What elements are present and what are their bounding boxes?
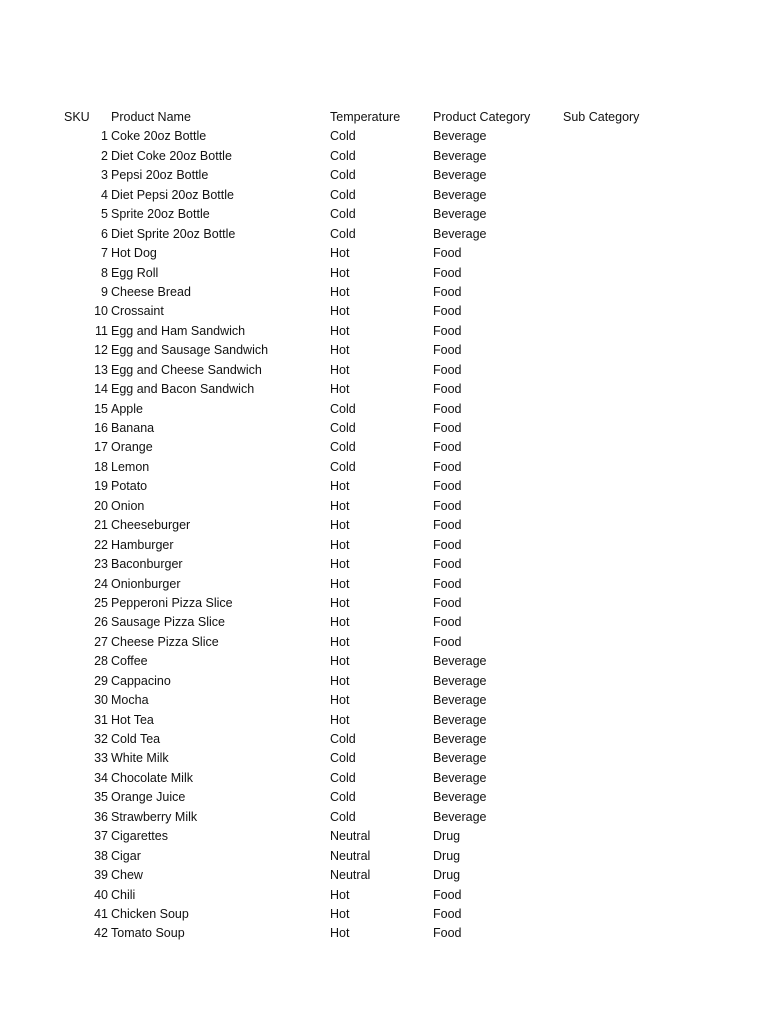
cell-product-category: Beverage: [433, 732, 487, 746]
cell-product-category: Drug: [433, 848, 461, 863]
product-table: [0, 108, 768, 944]
cell-sku: 31: [94, 712, 108, 727]
cell-product-name: Chicken Soup: [111, 906, 189, 921]
cell-product-name: Egg and Sausage Sandwich: [111, 343, 269, 358]
header-temperature: Temperature: [330, 110, 401, 124]
cell-temperature: Hot: [330, 246, 350, 261]
cell-product-category: Beverage: [433, 751, 487, 766]
cell-product-name: Orange Juice: [111, 790, 186, 805]
cell-temperature: Neutral: [330, 868, 371, 883]
cell-sku: 16: [94, 421, 108, 435]
cell-temperature: Cold: [330, 129, 356, 144]
cell-product-category: Food: [433, 265, 462, 280]
cell-temperature: Hot: [330, 712, 350, 727]
cell-sku: 36: [94, 809, 108, 824]
table-row: [0, 672, 768, 691]
cell-sku: 3: [101, 168, 108, 183]
cell-product-category: Food: [433, 518, 462, 533]
cell-product-category: Food: [433, 421, 462, 435]
cell-sku: 34: [94, 770, 108, 785]
cell-product-name: Cold Tea: [111, 732, 161, 746]
cell-product-name: Baconburger: [111, 557, 183, 572]
table-row: [0, 380, 768, 399]
table-row: [0, 477, 768, 496]
header-product-name: Product Name: [111, 110, 191, 124]
cell-sku: 4: [101, 187, 108, 202]
cell-product-name: Tomato Soup: [111, 926, 185, 941]
table-row: [0, 225, 768, 244]
cell-product-name: Diet Pepsi 20oz Bottle: [111, 187, 234, 202]
header-sku: SKU: [64, 110, 90, 124]
cell-product-name: Cappacino: [111, 673, 171, 688]
cell-temperature: Hot: [330, 343, 350, 358]
cell-temperature: Cold: [330, 440, 356, 455]
cell-sku: 19: [94, 479, 108, 494]
cell-product-category: Food: [433, 615, 462, 630]
cell-sku: 24: [94, 576, 108, 591]
table-row: [0, 147, 768, 166]
cell-temperature: Hot: [330, 634, 350, 649]
cell-product-name: Pepsi 20oz Bottle: [111, 168, 209, 183]
table-row: [0, 613, 768, 632]
table-row: [0, 594, 768, 613]
table-row: [0, 866, 768, 885]
cell-temperature: Hot: [330, 576, 350, 591]
cell-product-category: Food: [433, 926, 462, 941]
cell-temperature: Cold: [330, 459, 356, 474]
cell-temperature: Hot: [330, 615, 350, 630]
cell-temperature: Hot: [330, 479, 350, 494]
table-row: [0, 264, 768, 283]
cell-sku: 1: [101, 129, 108, 144]
table-row: [0, 924, 768, 943]
cell-product-category: Food: [433, 246, 462, 261]
cell-temperature: Hot: [330, 382, 350, 397]
cell-sku: 23: [94, 557, 108, 572]
table-row: [0, 205, 768, 224]
cell-product-category: Food: [433, 343, 462, 358]
cell-sku: 33: [94, 751, 108, 766]
table-row: [0, 652, 768, 671]
cell-product-category: Food: [433, 634, 462, 649]
cell-temperature: Hot: [330, 693, 350, 708]
cell-temperature: Cold: [330, 226, 356, 241]
cell-temperature: Cold: [330, 207, 356, 222]
cell-temperature: Cold: [330, 401, 356, 416]
cell-sku: 17: [94, 440, 108, 455]
cell-sku: 11: [95, 323, 108, 338]
cell-product-name: Orange: [111, 440, 153, 455]
cell-sku: 40: [94, 887, 108, 902]
cell-product-category: Food: [433, 576, 462, 591]
cell-product-name: Chili: [111, 887, 136, 902]
cell-product-name: Banana: [111, 421, 155, 435]
cell-sku: 26: [94, 615, 108, 630]
table-row: [0, 438, 768, 457]
header-row: [0, 108, 768, 127]
cell-product-name: Strawberry Milk: [111, 809, 198, 824]
table-row: [0, 808, 768, 827]
cell-sku: 5: [101, 207, 108, 222]
cell-product-category: Food: [433, 557, 462, 572]
cell-sku: 10: [94, 304, 108, 319]
cell-temperature: Hot: [330, 926, 350, 941]
cell-sku: 14: [94, 382, 108, 397]
cell-product-category: Beverage: [433, 168, 487, 183]
cell-product-name: Crossaint: [111, 304, 164, 319]
cell-product-name: Apple: [111, 401, 143, 416]
cell-sku: 35: [94, 790, 108, 805]
cell-temperature: Cold: [330, 168, 356, 183]
table-row: [0, 341, 768, 360]
cell-temperature: Cold: [330, 732, 356, 746]
cell-temperature: Cold: [330, 809, 356, 824]
cell-sku: 20: [94, 498, 108, 513]
cell-temperature: Hot: [330, 323, 350, 338]
cell-product-name: Cigar: [111, 848, 141, 863]
cell-product-category: Food: [433, 362, 462, 377]
cell-sku: 32: [94, 732, 108, 746]
cell-product-name: Lemon: [111, 459, 150, 474]
cell-product-name: Diet Coke 20oz Bottle: [111, 148, 232, 163]
cell-sku: 41: [94, 906, 108, 921]
table-body: [0, 127, 768, 943]
table-row: [0, 186, 768, 205]
table-row: [0, 711, 768, 730]
cell-product-name: Egg and Cheese Sandwich: [111, 362, 262, 377]
table-row: [0, 886, 768, 905]
cell-product-category: Food: [433, 440, 462, 455]
cell-product-category: Beverage: [433, 790, 487, 805]
cell-product-name: Chocolate Milk: [111, 770, 193, 785]
cell-sku: 22: [94, 537, 108, 552]
cell-temperature: Cold: [330, 187, 356, 202]
cell-product-category: Food: [433, 284, 462, 299]
table-row: [0, 497, 768, 516]
cell-product-name: Onionburger: [111, 576, 181, 591]
cell-sku: 7: [101, 246, 108, 261]
cell-temperature: Cold: [330, 751, 356, 766]
cell-product-name: Cheese Bread: [111, 284, 191, 299]
cell-product-name: Hot Dog: [111, 246, 157, 261]
table-row: [0, 361, 768, 380]
table-row: [0, 322, 768, 341]
cell-product-category: Beverage: [433, 693, 487, 708]
table-row: [0, 905, 768, 924]
cell-sku: 12: [94, 343, 108, 358]
table-row: [0, 166, 768, 185]
cell-sku: 37: [94, 829, 108, 844]
cell-temperature: Hot: [330, 654, 350, 669]
table-row: [0, 691, 768, 710]
cell-product-category: Food: [433, 887, 462, 902]
cell-product-name: Potato: [111, 479, 148, 494]
cell-product-name: Onion: [111, 498, 145, 513]
cell-temperature: Hot: [330, 887, 350, 902]
cell-product-category: Food: [433, 382, 462, 397]
cell-temperature: Hot: [330, 265, 350, 280]
cell-product-name: Chew: [111, 868, 143, 883]
table-row: [0, 788, 768, 807]
cell-sku: 38: [94, 848, 108, 863]
table-row: [0, 536, 768, 555]
table-row: [0, 633, 768, 652]
cell-temperature: Hot: [330, 537, 350, 552]
cell-product-category: Beverage: [433, 207, 487, 222]
cell-sku: 8: [101, 265, 108, 280]
cell-sku: 29: [94, 673, 108, 688]
cell-sku: 9: [101, 284, 108, 299]
cell-product-name: Egg Roll: [111, 265, 159, 280]
table-row: [0, 400, 768, 419]
cell-sku: 25: [94, 595, 108, 610]
cell-temperature: Neutral: [330, 829, 371, 844]
cell-product-category: Food: [433, 537, 462, 552]
table-row: [0, 769, 768, 788]
cell-product-name: Hamburger: [111, 537, 174, 552]
cell-sku: 39: [94, 868, 108, 883]
cell-temperature: Cold: [330, 148, 356, 163]
cell-product-category: Beverage: [433, 770, 487, 785]
table-row: [0, 847, 768, 866]
cell-product-name: Cheese Pizza Slice: [111, 634, 219, 649]
cell-product-category: Food: [433, 304, 462, 319]
cell-product-category: Beverage: [433, 673, 487, 688]
cell-product-category: Food: [433, 479, 462, 494]
cell-product-category: Beverage: [433, 654, 487, 669]
cell-sku: 15: [94, 401, 108, 416]
cell-product-category: Beverage: [433, 129, 487, 144]
cell-product-category: Food: [433, 459, 462, 474]
table-row: [0, 827, 768, 846]
cell-sku: 21: [94, 518, 108, 533]
cell-product-name: White Milk: [111, 751, 169, 766]
cell-product-category: Beverage: [433, 809, 487, 824]
table-row: [0, 749, 768, 768]
cell-sku: 30: [94, 693, 108, 708]
cell-product-name: Sprite 20oz Bottle: [111, 207, 210, 222]
cell-product-name: Cigarettes: [111, 829, 168, 844]
table-row: [0, 127, 768, 146]
cell-sku: 13: [94, 362, 108, 377]
table-row: [0, 302, 768, 321]
cell-product-name: Sausage Pizza Slice: [111, 615, 225, 630]
cell-product-category: Food: [433, 595, 462, 610]
table-row: [0, 419, 768, 438]
cell-temperature: Neutral: [330, 848, 371, 863]
cell-sku: 28: [94, 654, 108, 669]
cell-product-name: Egg and Bacon Sandwich: [111, 382, 255, 397]
cell-product-name: Coke 20oz Bottle: [111, 129, 207, 144]
cell-temperature: Hot: [330, 518, 350, 533]
cell-temperature: Hot: [330, 362, 350, 377]
cell-product-category: Beverage: [433, 226, 487, 241]
cell-temperature: Hot: [330, 284, 350, 299]
cell-product-category: Food: [433, 498, 462, 513]
cell-temperature: Hot: [330, 304, 350, 319]
cell-product-name: Pepperoni Pizza Slice: [111, 595, 233, 610]
cell-temperature: Cold: [330, 421, 356, 435]
cell-product-name: Mocha: [111, 693, 149, 708]
cell-product-category: Drug: [433, 868, 461, 883]
cell-temperature: Hot: [330, 498, 350, 513]
cell-product-name: Hot Tea: [111, 712, 154, 727]
cell-product-name: Diet Sprite 20oz Bottle: [111, 226, 236, 241]
cell-product-category: Drug: [433, 829, 461, 844]
cell-product-category: Food: [433, 323, 462, 338]
cell-temperature: Hot: [330, 595, 350, 610]
cell-product-category: Beverage: [433, 148, 487, 163]
cell-sku: 2: [101, 148, 108, 163]
cell-product-name: Egg and Ham Sandwich: [111, 323, 246, 338]
cell-product-name: Coffee: [111, 654, 148, 669]
cell-product-category: Beverage: [433, 712, 487, 727]
cell-sku: 6: [101, 226, 108, 241]
table-row: [0, 516, 768, 535]
header-product-category: Product Category: [433, 110, 531, 124]
cell-temperature: Cold: [330, 770, 356, 785]
cell-sku: 18: [94, 459, 108, 474]
cell-temperature: Hot: [330, 906, 350, 921]
cell-temperature: Hot: [330, 673, 350, 688]
cell-product-name: Cheeseburger: [111, 518, 191, 533]
cell-sku: 42: [94, 926, 108, 941]
cell-temperature: Cold: [330, 790, 356, 805]
table-row: [0, 555, 768, 574]
cell-product-category: Beverage: [433, 187, 487, 202]
table-row: [0, 575, 768, 594]
table-row: [0, 283, 768, 302]
table-row: [0, 244, 768, 263]
cell-product-category: Food: [433, 401, 462, 416]
table-row: [0, 730, 768, 749]
header-sub-category: Sub Category: [563, 110, 640, 124]
cell-sku: 27: [94, 634, 108, 649]
table-row: [0, 458, 768, 477]
cell-product-category: Food: [433, 906, 462, 921]
cell-temperature: Hot: [330, 557, 350, 572]
